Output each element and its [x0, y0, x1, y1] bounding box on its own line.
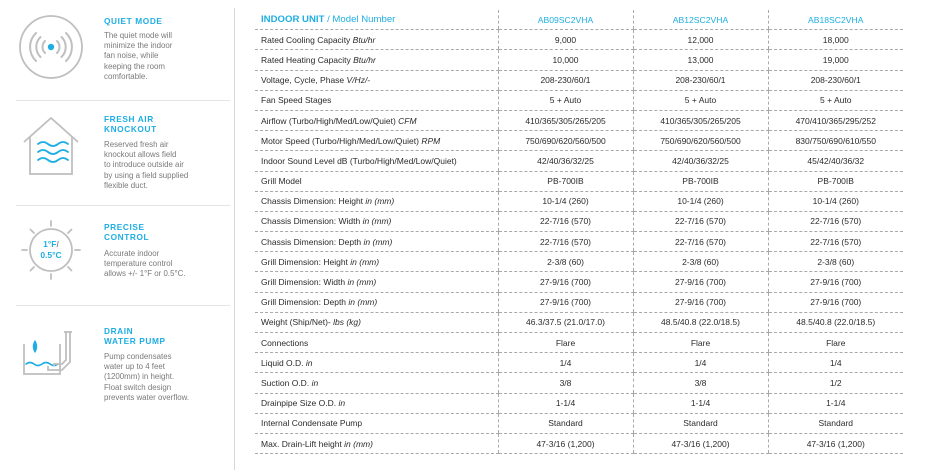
spec-label-text: Liquid O.D.: [261, 357, 306, 368]
table-title-sub: / Model Number: [324, 14, 396, 26]
table-row: [255, 171, 903, 191]
spec-value: 12,000: [633, 30, 768, 50]
spec-value: PB-700IB: [498, 171, 633, 191]
feature-title: [104, 114, 224, 134]
spec-unit: CFM: [398, 115, 417, 126]
column-divider: [234, 8, 235, 470]
spec-label-text: Max. Drain-Lift height: [261, 438, 345, 449]
spec-value: 48.5/40.8 (22.0/18.5): [633, 312, 768, 332]
spec-value: 750/690/620/560/500: [498, 131, 633, 151]
table-row: [255, 90, 903, 110]
table-row: [255, 252, 903, 272]
spec-label-text: Fan Speed Stages: [261, 95, 332, 106]
spec-label: [255, 292, 498, 312]
spec-label: [255, 272, 498, 292]
spec-label: [255, 211, 498, 231]
spec-label-text: Grill Model: [261, 176, 302, 187]
spec-label: [255, 90, 498, 110]
spec-value: 5 + Auto: [768, 90, 903, 110]
spec-unit: V/Hz/-: [346, 75, 371, 86]
table-title-main: INDOOR UNIT: [261, 14, 325, 26]
thermostat-dial-icon: [18, 217, 84, 283]
feature-title: [104, 326, 224, 346]
spec-label: [255, 353, 498, 373]
spec-label-text: Grill Dimension: Depth: [261, 297, 349, 308]
spec-unit: RPM: [421, 135, 441, 146]
spec-label-text: Connections: [261, 337, 309, 348]
model-header: AB12SC2VHA: [633, 10, 768, 30]
spec-label-text: Chassis Dimension: Depth: [261, 236, 364, 247]
spec-value: 1-1/4: [633, 393, 768, 413]
spec-value: 2-3/8 (60): [498, 252, 633, 272]
spec-label-text: Internal Condensate Pump: [261, 418, 363, 429]
table-row: [255, 50, 903, 70]
spec-unit: in (mm): [350, 256, 380, 267]
model-header: AB18SC2VHA: [768, 10, 903, 30]
spec-value: 48.5/40.8 (22.0/18.5): [768, 312, 903, 332]
feature-desc-line: by using a field supplied: [104, 170, 189, 180]
table-row: [255, 151, 903, 171]
spec-label-text: Drainpipe Size O.D.: [261, 398, 339, 409]
spec-label: [255, 110, 498, 130]
spec-value: Flare: [768, 333, 903, 353]
spec-label: [255, 70, 498, 90]
spec-value: 208-230/60/1: [498, 70, 633, 90]
spec-label: [255, 433, 498, 453]
spec-label: [255, 50, 498, 70]
spec-value: 208-230/60/1: [633, 70, 768, 90]
spec-unit: Btu/hr: [353, 54, 376, 65]
spec-value: 410/365/305/265/205: [633, 110, 768, 130]
spec-value: 470/410/365/295/252: [768, 110, 903, 130]
feature-description: [104, 140, 216, 191]
feature-title-line: PRECISE: [104, 222, 145, 232]
spec-value: 10-1/4 (260): [768, 191, 903, 211]
spec-value: 27-9/16 (700): [498, 292, 633, 312]
spec-value: Standard: [768, 413, 903, 433]
spec-label-text: Voltage, Cycle, Phase: [261, 75, 347, 86]
spec-unit: Btu/hr: [352, 34, 376, 45]
spec-label: [255, 393, 498, 413]
spec-value: 1/4: [633, 353, 768, 373]
spec-label: [255, 171, 498, 191]
feature-title-line: CONTROL: [104, 232, 150, 242]
spec-value: PB-700IB: [633, 171, 768, 191]
feature-desc-line: to introduce outside air: [104, 160, 184, 170]
feature-description: [104, 352, 216, 403]
spec-unit: in: [311, 377, 319, 388]
spec-value: Flare: [633, 333, 768, 353]
spec-label-text: Indoor Sound Level dB (Turbo/High/Med/Low/Quiet): [261, 155, 457, 166]
feature-description: [104, 249, 216, 280]
spec-unit: in (mm): [365, 196, 395, 207]
spec-value: 410/365/305/265/205: [498, 110, 633, 130]
house-air-icon: [18, 112, 84, 182]
spec-value: 22-7/16 (570): [498, 211, 633, 231]
spec-value: 1-1/4: [498, 393, 633, 413]
spec-value: 5 + Auto: [633, 90, 768, 110]
spec-label: [255, 151, 498, 171]
feature-desc-line: fan noise, while: [104, 51, 159, 61]
table-row: [255, 211, 903, 231]
feature-divider: [16, 100, 230, 101]
feature-description: [104, 31, 216, 82]
spec-unit: lbs (kg): [333, 317, 361, 328]
feature-desc-line: The quiet mode will: [104, 31, 172, 40]
feature-desc-line: minimize the indoor: [104, 41, 173, 51]
spec-value: 42/40/36/32/25: [498, 151, 633, 171]
spec-label-text: Grill Dimension: Height: [261, 256, 351, 267]
table-row: [255, 232, 903, 252]
spec-value: Standard: [633, 413, 768, 433]
table-row: [255, 393, 903, 413]
spec-value: 830/750/690/610/550: [768, 131, 903, 151]
spec-value: 18,000: [768, 30, 903, 50]
spec-value: 13,000: [633, 50, 768, 70]
spec-value: 1/4: [768, 353, 903, 373]
table-body: [255, 30, 903, 454]
spec-value: 22-7/16 (570): [768, 232, 903, 252]
sound-wave-icon: [18, 14, 84, 80]
table-row: [255, 191, 903, 211]
spec-value: 45/42/40/36/32: [768, 151, 903, 171]
spec-value: 27-9/16 (700): [768, 272, 903, 292]
table-header-row: [255, 10, 903, 30]
feature-desc-line: Reserved fresh air: [104, 140, 169, 149]
spec-label: [255, 232, 498, 252]
spec-unit: in: [305, 357, 313, 368]
feature-title-line: KNOCKOUT: [104, 124, 157, 134]
spec-value: 1-1/4: [768, 393, 903, 413]
spec-value: 10-1/4 (260): [633, 191, 768, 211]
spec-value: 208-230/60/1: [768, 70, 903, 90]
spec-label-text: Motor Speed (Turbo/High/Med/Low/Quiet): [261, 135, 422, 146]
spec-value: 42/40/36/32/25: [633, 151, 768, 171]
spec-value: 27-9/16 (700): [498, 272, 633, 292]
spec-value: 10,000: [498, 50, 633, 70]
spec-value: 46.3/37.5 (21.0/17.0): [498, 312, 633, 332]
spec-unit: in (mm): [348, 297, 378, 308]
spec-unit: in (mm): [362, 216, 392, 227]
spec-label: [255, 30, 498, 50]
spec-value: PB-700IB: [768, 171, 903, 191]
spec-label-text: Suction O.D.: [261, 377, 312, 388]
spec-unit: in (mm): [363, 236, 393, 247]
table-row: [255, 30, 903, 50]
spec-value: 22-7/16 (570): [633, 211, 768, 231]
spec-unit: in (mm): [344, 438, 373, 449]
spec-value: 9,000: [498, 30, 633, 50]
table-row: [255, 413, 903, 433]
table-row: [255, 70, 903, 90]
spec-value: 22-7/16 (570): [768, 211, 903, 231]
spec-label: [255, 191, 498, 211]
spec-label-text: Chassis Dimension: Width: [261, 216, 363, 227]
spec-label-text: Weight (Ship/Net)-: [261, 317, 334, 328]
spec-value: 3/8: [498, 373, 633, 393]
table-row: [255, 272, 903, 292]
spec-value: 22-7/16 (570): [633, 232, 768, 252]
feature-desc-line: knockout allows field: [104, 150, 177, 160]
feature-title-line: QUIET MODE: [104, 16, 163, 26]
spec-unit: in (mm): [347, 277, 377, 288]
feature-desc-line: flexible duct.: [104, 180, 148, 190]
spec-value: 19,000: [768, 50, 903, 70]
indoor-unit-spec-table: [255, 10, 903, 454]
feature-desc-line: Pump condensates: [104, 352, 172, 361]
feature-desc-line: water up to 4 feet: [104, 362, 165, 372]
table-row: [255, 433, 903, 453]
feature-title: [104, 222, 224, 242]
spec-value: Standard: [498, 413, 633, 433]
feature-desc-line: keeping the room: [104, 61, 165, 71]
table-title: [255, 10, 498, 30]
table-row: [255, 353, 903, 373]
spec-value: 5 + Auto: [498, 90, 633, 110]
spec-value: 27-9/16 (700): [768, 292, 903, 312]
feature-title: [104, 16, 224, 26]
model-header: AB09SC2VHA: [498, 10, 633, 30]
spec-value: 47-3/16 (1,200): [498, 433, 633, 453]
feature-desc-line: Float switch design: [104, 382, 172, 392]
feature-desc-line: allows +/- 1°F or 0.5°C.: [104, 269, 186, 279]
spec-value: 1/4: [498, 353, 633, 373]
table-row: [255, 373, 903, 393]
spec-value: 47-3/16 (1,200): [633, 433, 768, 453]
spec-label-text: Rated Cooling Capacity: [261, 34, 353, 45]
feature-divider: [16, 305, 230, 306]
spec-value: 27-9/16 (700): [633, 272, 768, 292]
feature-title-line: DRAIN: [104, 326, 134, 336]
svg-text:1°F/: [43, 239, 59, 249]
spec-label: [255, 131, 498, 151]
spec-label-text: Chassis Dimension: Height: [261, 196, 366, 207]
spec-value: 3/8: [633, 373, 768, 393]
spec-value: 10-1/4 (260): [498, 191, 633, 211]
spec-value: 2-3/8 (60): [768, 252, 903, 272]
spec-label-text: Airflow (Turbo/High/Med/Low/Quiet): [261, 115, 399, 126]
drain-pump-icon: [18, 322, 84, 382]
feature-title-line: FRESH AIR: [104, 114, 154, 124]
spec-value: 750/690/620/560/500: [633, 131, 768, 151]
feature-title-line: WATER PUMP: [104, 336, 166, 346]
spec-value: 1/2: [768, 373, 903, 393]
spec-unit: in: [338, 398, 346, 409]
spec-label: [255, 333, 498, 353]
table-row: [255, 312, 903, 332]
spec-label: [255, 373, 498, 393]
spec-value: Flare: [498, 333, 633, 353]
spec-value: 27-9/16 (700): [633, 292, 768, 312]
feature-desc-line: prevents water overflow.: [104, 392, 190, 402]
table-row: [255, 131, 903, 151]
table-row: [255, 110, 903, 130]
celsius-label: 0.5°C: [40, 250, 62, 260]
spec-label-text: Grill Dimension: Width: [261, 277, 348, 288]
features-panel: [0, 0, 230, 476]
table-row: [255, 333, 903, 353]
spec-label: [255, 413, 498, 433]
feature-divider: [16, 205, 230, 206]
unit-slash: /: [56, 239, 59, 249]
fahrenheit-label: 1°F: [43, 239, 57, 249]
feature-desc-line: Accurate indoor: [104, 249, 160, 258]
spec-value: 47-3/16 (1,200): [768, 433, 903, 453]
spec-label-text: Rated Heating Capacity: [261, 54, 354, 65]
feature-desc-line: (1200mm) in height.: [104, 372, 175, 382]
feature-desc-line: temperature control: [104, 259, 173, 269]
table-row: [255, 292, 903, 312]
spec-label: [255, 252, 498, 272]
spec-value: 22-7/16 (570): [498, 232, 633, 252]
spec-value: 2-3/8 (60): [633, 252, 768, 272]
feature-desc-line: comfortable.: [104, 71, 148, 81]
spec-label: [255, 312, 498, 332]
